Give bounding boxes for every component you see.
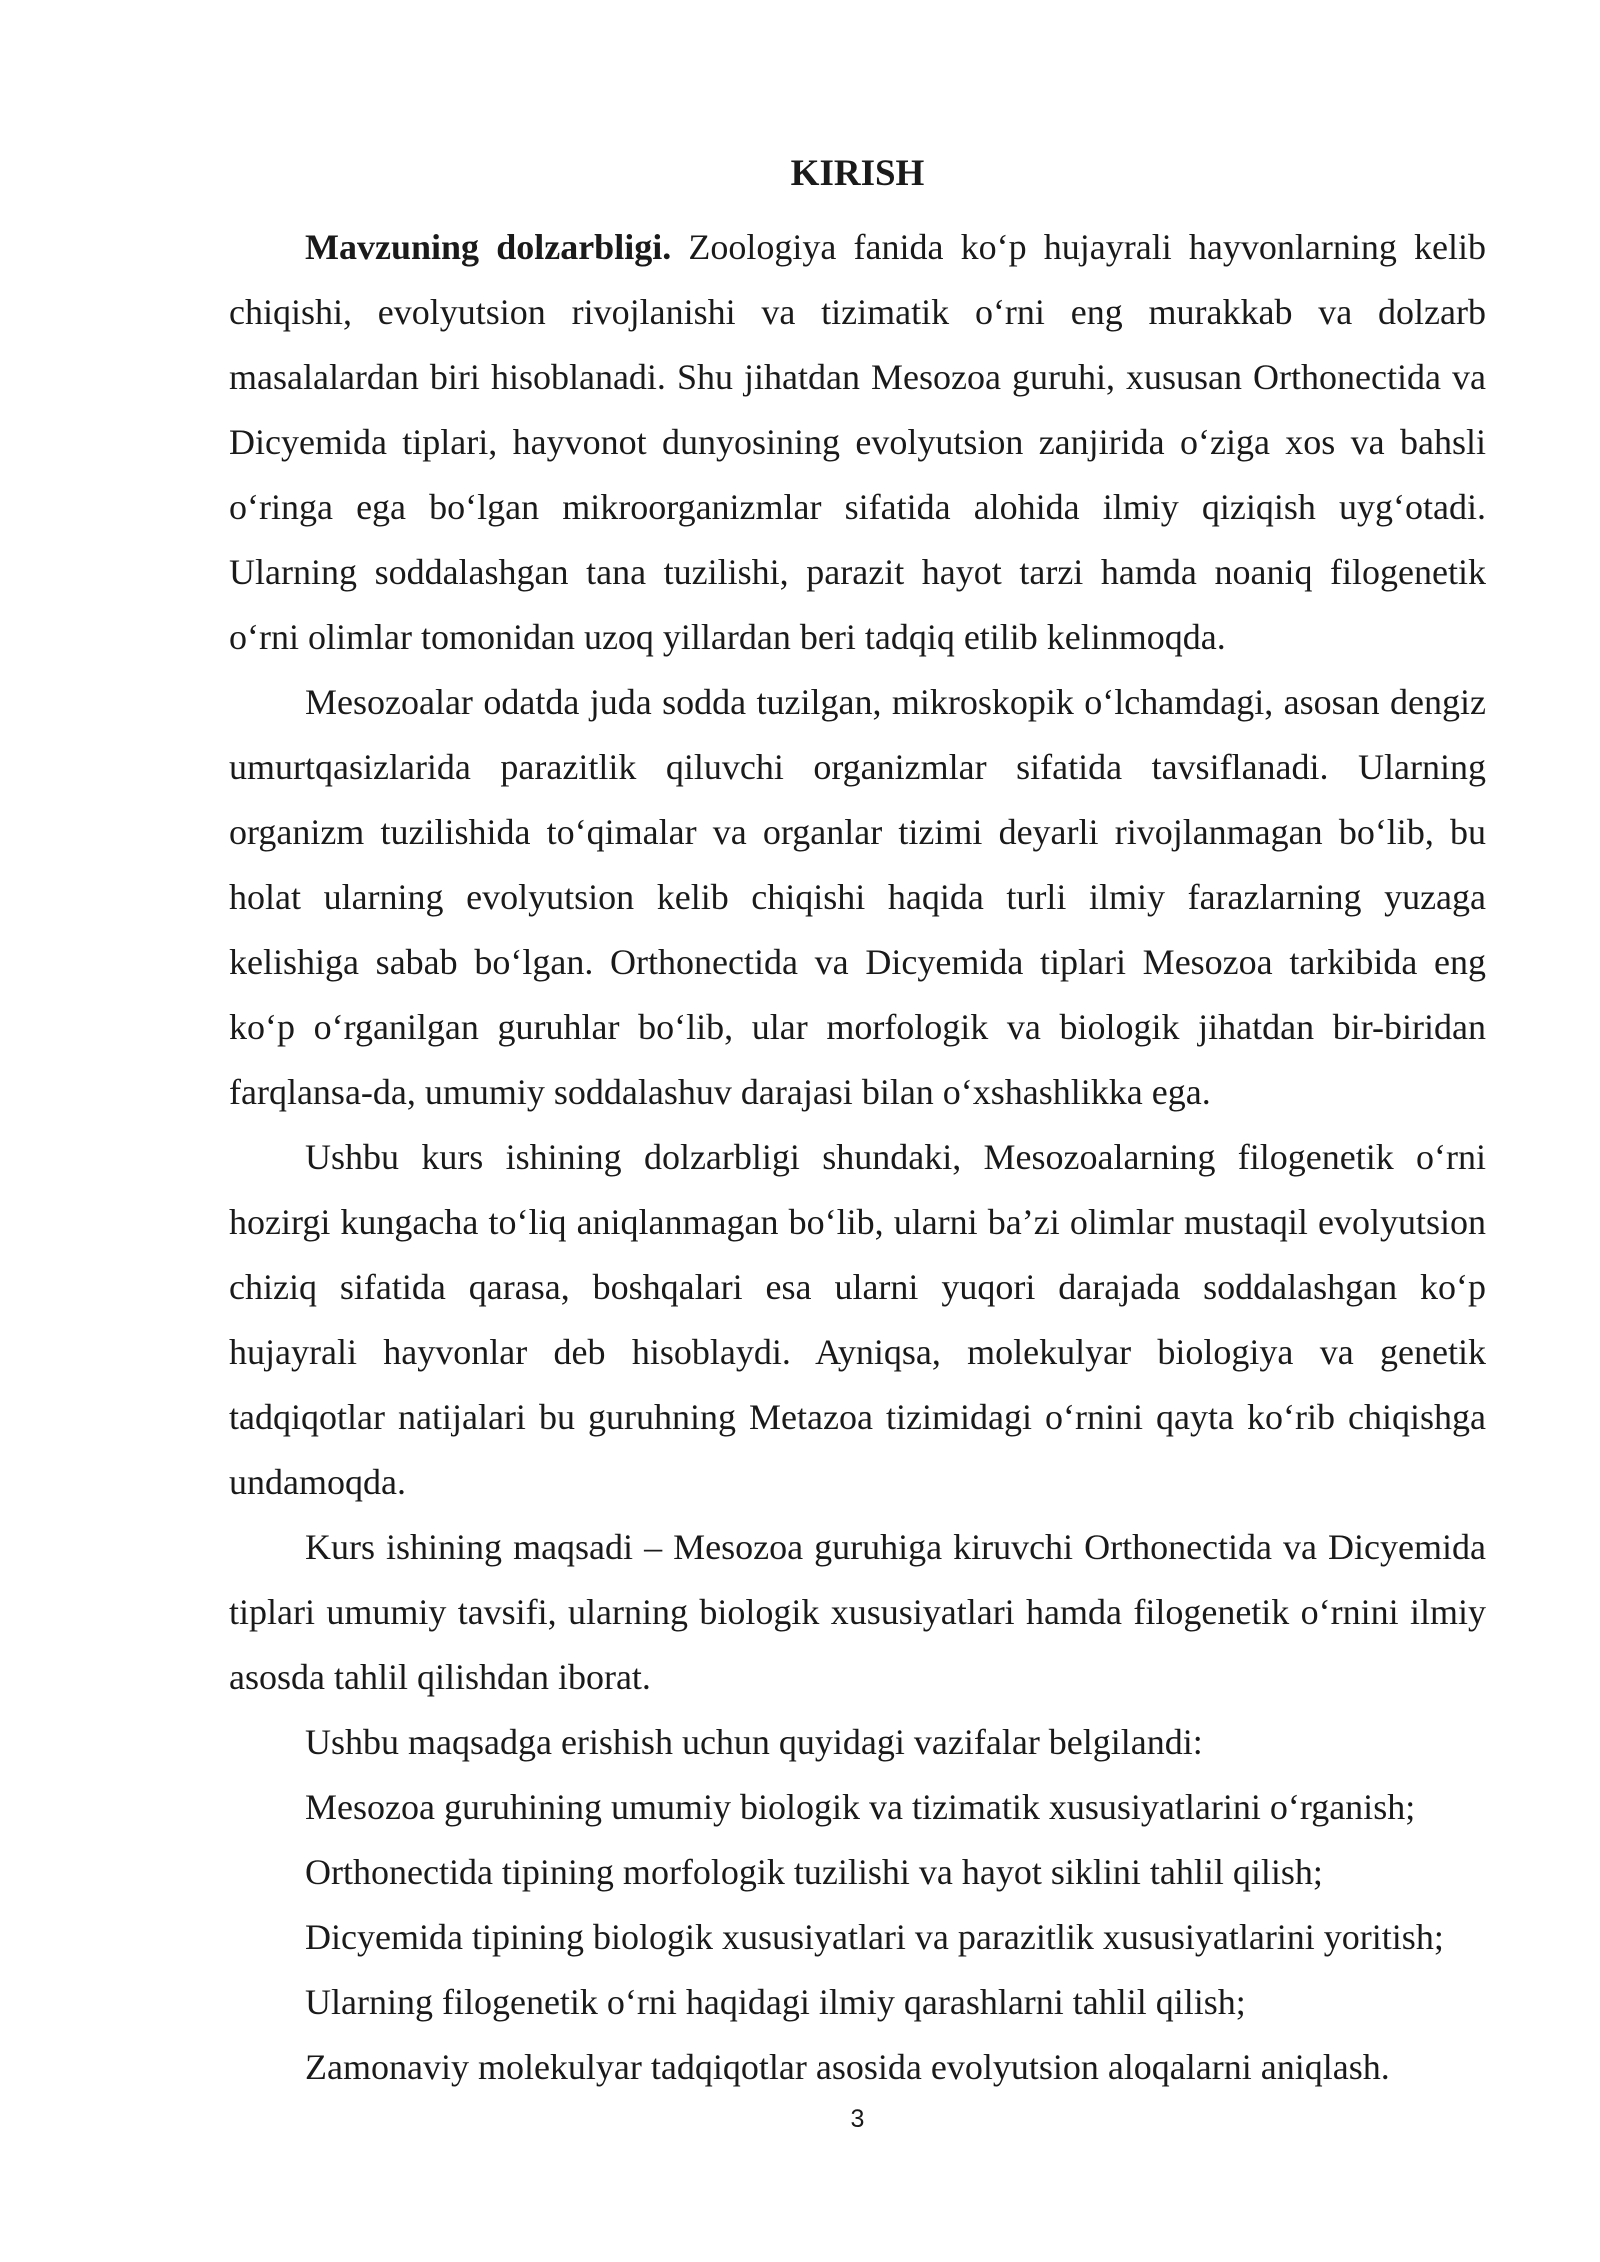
relevance-paragraph (229, 215, 1486, 670)
task-item: Zamonaviy molekulyar tadqiqotlar asosida evolyutsion aloqalarni aniqlash. (305, 2047, 1390, 2087)
tasks-intro: Ushbu maqsadga erishish uchun quyidagi vazifalar belgilandi: (305, 1722, 1203, 1762)
relevance-heading: Mavzuning dolzarbligi. (305, 227, 672, 267)
page-number: 3 (850, 2105, 865, 2133)
course-relevance-paragraph: Ushbu kurs ishining dolzarbligi shundaki, Mesozoalarning filogenetik o‘rni hozirgi kungacha to‘liq aniqlanmagan bo‘lib, ularni ba’zi olimlar mustaqil evolyutsion chiziq sifatida qarasa, boshqalari esa ularni yuqori darajada soddalashgan ko‘p hujayrali hayvonlar deb hisoblaydi. Ayniqsa, molekulyar biologiya va genetik tadqiqotlar natijalari bu guruhning Metazoa tizimidagi o‘rnini qayta ko‘rib chiqishga undamoqda. (229, 1137, 1486, 1502)
document-body (229, 215, 1486, 2100)
task-item: Ularning filogenetik o‘rni haqidagi ilmiy qarashlarni tahlil qilish; (305, 1982, 1246, 2022)
task-item: Orthonectida tipining morfologik tuzilishi va hayot siklini tahlil qilish; (305, 1852, 1323, 1892)
section-title: KIRISH (790, 153, 925, 194)
task-item: Mesozoa guruhining umumiy biologik va tizimatik xususiyatlarini o‘rganish; (305, 1787, 1416, 1827)
mesozoa-description-paragraph: Mesozoalar odatda juda sodda tuzilgan, mikroskopik o‘lchamdagi, asosan dengiz umurtqasizlarida parazitlik qiluvchi organizmlar sifatida tavsiflanadi. Ularning organizm tuzilishida to‘qimalar va organlar tizimi deyarli rivojlanmagan bo‘lib, bu holat ularning evolyutsion kelib chiqishi haqida turli ilmiy farazlarning yuzaga kelishiga sabab bo‘lgan. Orthonectida va Dicyemida tiplari Mesozoa tarkibida eng ko‘p o‘rganilgan guruhlar bo‘lib, ular morfologik va biologik jihatdan bir-biridan farqlansa-da, umumiy soddalashuv darajasi bilan o‘xshashlikka ega. (229, 682, 1486, 1112)
course-goal-paragraph: Kurs ishining maqsadi – Mesozoa guruhiga kiruvchi Orthonectida va Dicyemida tiplari umumiy tavsifi, ularning biologik xususiyatlari hamda filogenetik o‘rnini ilmiy asosda tahlil qilishdan iborat. (229, 1527, 1486, 1697)
relevance-text: Zoologiya fanida ko‘p hujayrali hayvonlarning kelib chiqishi, evolyutsion rivojlanishi va tizimatik o‘rni eng murakkab va dolzarb masalalardan biri hisoblanadi. Shu jihatdan Mesozoa guruhi, xususan Orthonectida va Dicyemida tiplari, hayvonot dunyosining evolyutsion zanjirida o‘ziga xos va bahsli o‘ringa ega bo‘lgan mikroorganizmlar sifatida alohida ilmiy qiziqish uyg‘otadi. Ularning soddalashgan tana tuzilishi, parazit hayot tarzi hamda noaniq filogenetik o‘rni olimlar tomonidan uzoq yillardan beri tadqiq etilib kelinmoqda. (229, 227, 1486, 657)
task-item: Dicyemida tipining biologik xususiyatlari va parazitlik xususiyatlarini yoritish; (305, 1917, 1444, 1957)
